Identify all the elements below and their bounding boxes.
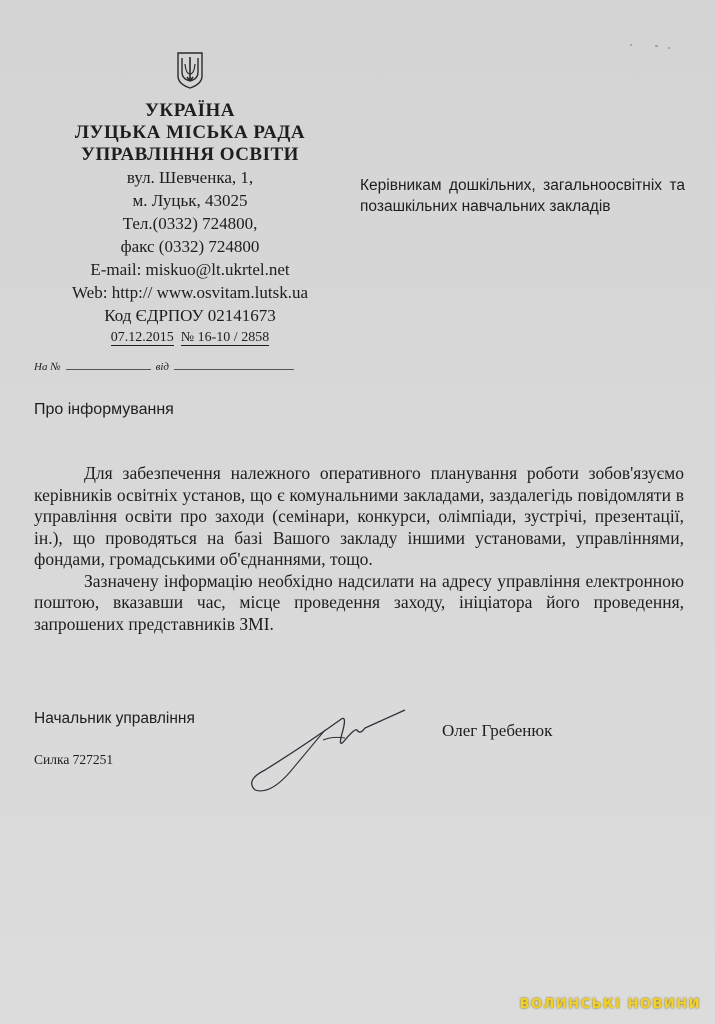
executor-contact: Силка 727251 — [34, 752, 114, 767]
address-street: вул. Шевченка, 1, — [126, 168, 254, 187]
edrpou-code: Код ЄДРПОУ 02141673 — [104, 306, 276, 325]
registration-number: № 16-10 / 2858 — [180, 330, 270, 345]
handwritten-signature — [245, 700, 415, 800]
country-name: УКРАЇНА — [144, 100, 235, 121]
reference-date-blank — [174, 369, 294, 370]
letter-subject: Про інформування — [34, 401, 174, 418]
department-name: УПРАВЛІННЯ ОСВІТИ — [81, 144, 299, 165]
fax-number: факс (0332) 724800 — [120, 237, 260, 256]
letter-body — [34, 463, 684, 635]
body-paragraph: Для забезпечення належного оперативного планування роботи зобов'язуємо керівників освітніх установ, що є комунальними закладами, заздалегідь повідомляти в управління освіти про заходи (семінари, конкурси, олімпіади, зустрічі, презентації, ін.), що проводяться на базі Вашого закладу іншими установами, управліннями, фондами, громадськими об'єднаннями, тощо. — [34, 463, 684, 569]
recipient-block: Керівникам дошкільних, загальноосвітніх та позашкільних навчальних закладів — [360, 177, 685, 215]
registration-date: 07.12.2015 — [110, 330, 174, 345]
reference-number-blank — [66, 369, 151, 370]
reference-line — [34, 361, 294, 373]
council-name: ЛУЦЬКА МІСЬКА РАДА — [74, 122, 306, 143]
phone-number: Тел.(0332) 724800, — [122, 214, 258, 233]
body-paragraph: Зазначену інформацію необхідно надсилати на адресу управління електронною поштою, вказавши час, місце проведення заходу, ініціатора його проведення, запрошених представників ЗМІ. — [34, 570, 684, 634]
scan-speck — [668, 47, 670, 49]
email-address: E-mail: miskuo@lt.ukrtel.net — [90, 260, 290, 279]
reference-number-label: На № — [34, 361, 61, 373]
scan-speck — [655, 45, 658, 47]
reference-date-label: від — [155, 361, 169, 373]
trident-emblem-icon — [176, 50, 204, 90]
scan-speck — [630, 44, 632, 46]
website: Web: http:// www.osvitam.lutsk.ua — [72, 283, 308, 302]
registration-line — [40, 329, 340, 347]
address-city: м. Луцьк, 43025 — [132, 191, 248, 210]
letterhead — [40, 50, 340, 347]
signatory-name: Олег Гребенюк — [442, 721, 553, 740]
signatory-title: Начальник управління — [34, 710, 195, 727]
watermark: ВОЛИНСЬКІ НОВИНИ — [519, 997, 701, 1012]
